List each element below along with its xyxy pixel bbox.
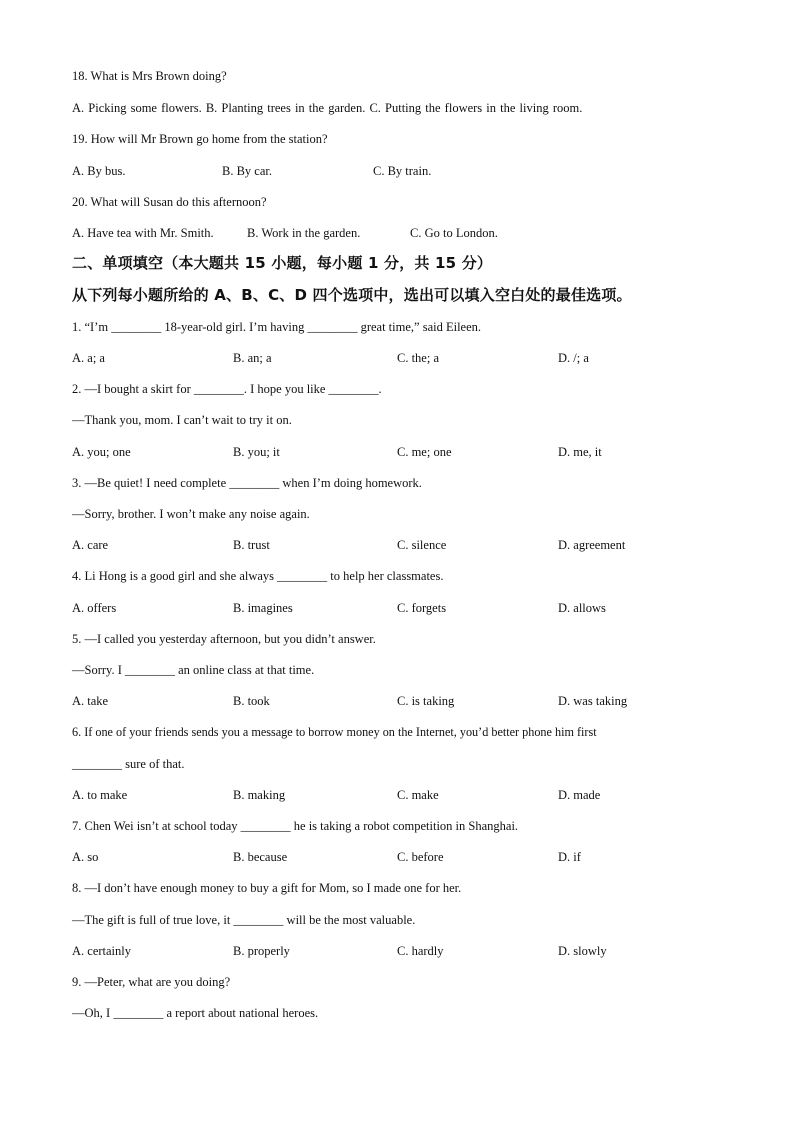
option-b: B. Work in the garden. bbox=[247, 226, 361, 240]
question-18-options: A. Picking some flowers. B. Planting trees in the garden. C. Putting the flowers in the living room. bbox=[72, 101, 583, 115]
option-d: D. was taking bbox=[558, 694, 628, 708]
option-c: C. Go to London. bbox=[410, 226, 498, 240]
option-d: D. slowly bbox=[558, 944, 607, 958]
question-20-options bbox=[72, 225, 732, 241]
question-1-stem: 1. “I’m ________ 18-year-old girl. I’m having ________ great time,” said Eileen. bbox=[72, 320, 482, 334]
option-a: A. take bbox=[72, 694, 109, 708]
option-d: D. agreement bbox=[558, 538, 626, 552]
question-4-stem: 4. Li Hong is a good girl and she always ________ to help her classmates. bbox=[72, 569, 444, 583]
question-9-stem: 9. —Peter, what are you doing? bbox=[72, 975, 231, 989]
question-8-options bbox=[72, 943, 732, 959]
option-b: B. properly bbox=[233, 944, 290, 958]
question-8-stem: 8. —I don’t have enough money to buy a gift for Mom, so I made one for her. bbox=[72, 881, 462, 895]
question-3-stem: 3. —Be quiet! I need complete ________ when I’m doing homework. bbox=[72, 476, 422, 490]
option-a: A. certainly bbox=[72, 944, 132, 958]
question-3-options bbox=[72, 537, 732, 553]
question-20-stem: 20. What will Susan do this afternoon? bbox=[72, 195, 267, 209]
section-title: 二、单项填空（本大题共 15 小题，每小题 1 分，共 15 分） bbox=[72, 254, 493, 272]
question-6-options bbox=[72, 787, 732, 803]
option-b: B. trust bbox=[233, 538, 270, 552]
option-b: B. took bbox=[233, 694, 270, 708]
option-b: B. you; it bbox=[233, 445, 280, 459]
question-1-options bbox=[72, 350, 732, 366]
question-19-stem: 19. How will Mr Brown go home from the station? bbox=[72, 132, 328, 146]
question-2-reply: —Thank you, mom. I can’t wait to try it on. bbox=[72, 413, 292, 427]
question-5-stem: 5. —I called you yesterday afternoon, but you didn’t answer. bbox=[72, 632, 376, 646]
option-c: C. is taking bbox=[397, 694, 455, 708]
question-5-reply: —Sorry. I ________ an online class at that time. bbox=[72, 663, 315, 677]
option-a: A. you; one bbox=[72, 445, 131, 459]
question-4-options bbox=[72, 600, 732, 616]
question-2-options bbox=[72, 444, 732, 460]
question-18-stem: 18. What is Mrs Brown doing? bbox=[72, 69, 227, 83]
option-b: B. making bbox=[233, 788, 286, 802]
option-a: A. Have tea with Mr. Smith. bbox=[72, 226, 214, 240]
option-a: A. offers bbox=[72, 601, 117, 615]
option-d: D. /; a bbox=[558, 351, 589, 365]
option-a: A. to make bbox=[72, 788, 128, 802]
option-c: C. me; one bbox=[397, 445, 452, 459]
option-a: A. By bus. bbox=[72, 164, 126, 178]
option-c: C. silence bbox=[397, 538, 447, 552]
question-7-stem: 7. Chen Wei isn’t at school today ________ he is taking a robot competition in Shanghai. bbox=[72, 819, 519, 833]
option-d: D. made bbox=[558, 788, 601, 802]
option-b: B. imagines bbox=[233, 601, 293, 615]
option-c: C. before bbox=[397, 850, 444, 864]
question-3-reply: —Sorry, brother. I won’t make any noise again. bbox=[72, 507, 310, 521]
option-c: C. make bbox=[397, 788, 439, 802]
option-c: C. the; a bbox=[397, 351, 440, 365]
option-a: A. a; a bbox=[72, 351, 105, 365]
question-19-options bbox=[72, 163, 732, 179]
question-6-continuation: ________ sure of that. bbox=[72, 757, 185, 771]
option-b: B. an; a bbox=[233, 351, 272, 365]
section-instruction: 从下列每小题所给的 A、B、C、D 四个选项中，选出可以填入空白处的最佳选项。 bbox=[72, 286, 632, 304]
question-2-stem: 2. —I bought a skirt for ________. I hope you like ________. bbox=[72, 382, 382, 396]
question-9-reply: —Oh, I ________ a report about national heroes. bbox=[72, 1006, 319, 1020]
option-a: A. so bbox=[72, 850, 99, 864]
question-5-options bbox=[72, 693, 732, 709]
option-a: A. care bbox=[72, 538, 109, 552]
option-d: D. if bbox=[558, 850, 581, 864]
question-6-stem: 6. If one of your friends sends you a message to borrow money on the Internet, you’d better phone him first bbox=[72, 725, 597, 739]
question-7-options bbox=[72, 849, 732, 865]
option-d: D. me, it bbox=[558, 445, 602, 459]
option-b: B. By car. bbox=[222, 164, 272, 178]
option-c: C. By train. bbox=[373, 164, 432, 178]
option-d: D. allows bbox=[558, 601, 606, 615]
option-b: B. because bbox=[233, 850, 288, 864]
option-c: C. forgets bbox=[397, 601, 447, 615]
option-c: C. hardly bbox=[397, 944, 444, 958]
question-8-reply: —The gift is full of true love, it ________ will be the most valuable. bbox=[72, 913, 416, 927]
